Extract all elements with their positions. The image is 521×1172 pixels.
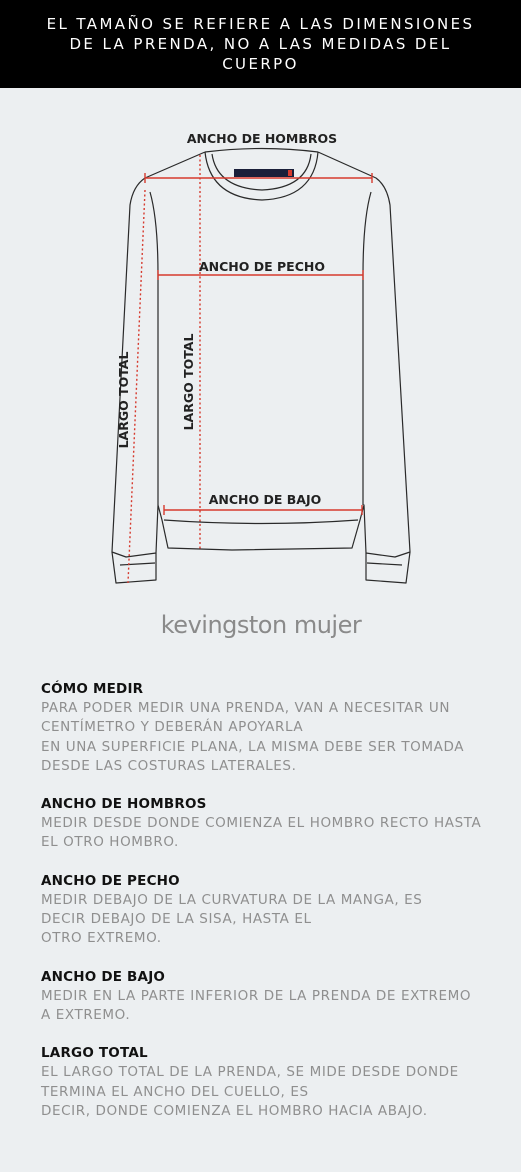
section-ancho-de-bajo [41, 968, 496, 1026]
section-title: CÓMO MEDIR [41, 681, 144, 697]
section-ancho-de-pecho [41, 872, 496, 949]
section-title: ANCHO DE BAJO [41, 968, 166, 985]
section-body: MEDIR EN LA PARTE INFERIOR DE LA PRENDA DE EXTREMO A EXTREMO. [41, 987, 472, 1023]
section-title: ANCHO DE PECHO [41, 872, 180, 889]
section-ancho-de-hombros [41, 795, 496, 853]
sweater-illustration [0, 88, 521, 668]
section-body: PARA PODER MEDIR UNA PRENDA, VAN A NECESITAR UN CENTÍMETRO Y DEBERÁN APOYARLA EN UNA SUPERFICIE PLANA, LA MISMA DEBE SER TOMADA DESDE LAS COSTURAS LATERALES. [41, 700, 465, 774]
banner-line-1: EL TAMAÑO SE REFIERE A LAS DIMENSIONES [46, 15, 475, 33]
section-body: EL LARGO TOTAL DE LA PRENDA, SE MIDE DESDE DONDE TERMINA EL ANCHO DEL CUELLO, ES DECIR, DONDE COMIENZA EL HOMBRO HACIA ABAJO. [41, 1064, 459, 1119]
banner-line-2: DE LA PRENDA, NO A LAS MEDIDAS DEL [69, 35, 452, 53]
hem-width-label: ANCHO DE BAJO [208, 492, 322, 507]
banner-line-3: CUERPO [222, 55, 299, 73]
body-length-label: LARGO TOTAL [181, 333, 196, 431]
measurement-instructions [41, 680, 496, 1140]
chest-width-label: ANCHO DE PECHO [199, 259, 325, 274]
section-como-medir [41, 680, 496, 776]
sleeve-length-label: LARGO TOTAL [116, 351, 131, 449]
section-body: MEDIR DEBAJO DE LA CURVATURA DE LA MANGA, ES DECIR DEBAJO DE LA SISA, HASTA EL OTRO EXTREMO. [41, 891, 423, 947]
sweater-outline [112, 149, 410, 584]
sweater-measurement-diagram [0, 88, 521, 668]
neck-label-tag-accent [288, 170, 292, 176]
section-title: LARGO TOTAL [41, 1045, 148, 1062]
neck-label-tag [234, 169, 294, 177]
section-largo-total [41, 1044, 496, 1121]
size-notice-banner [0, 0, 521, 88]
measurement-lines [128, 155, 372, 583]
section-title: ANCHO DE HOMBROS [41, 796, 207, 813]
shoulder-width-label: ANCHO DE HOMBROS [186, 131, 338, 146]
brand-logo-text: kevingston mujer [160, 611, 362, 639]
section-body: MEDIR DESDE DONDE COMIENZA EL HOMBRO RECTO HASTA EL OTRO HOMBRO. [41, 815, 482, 851]
